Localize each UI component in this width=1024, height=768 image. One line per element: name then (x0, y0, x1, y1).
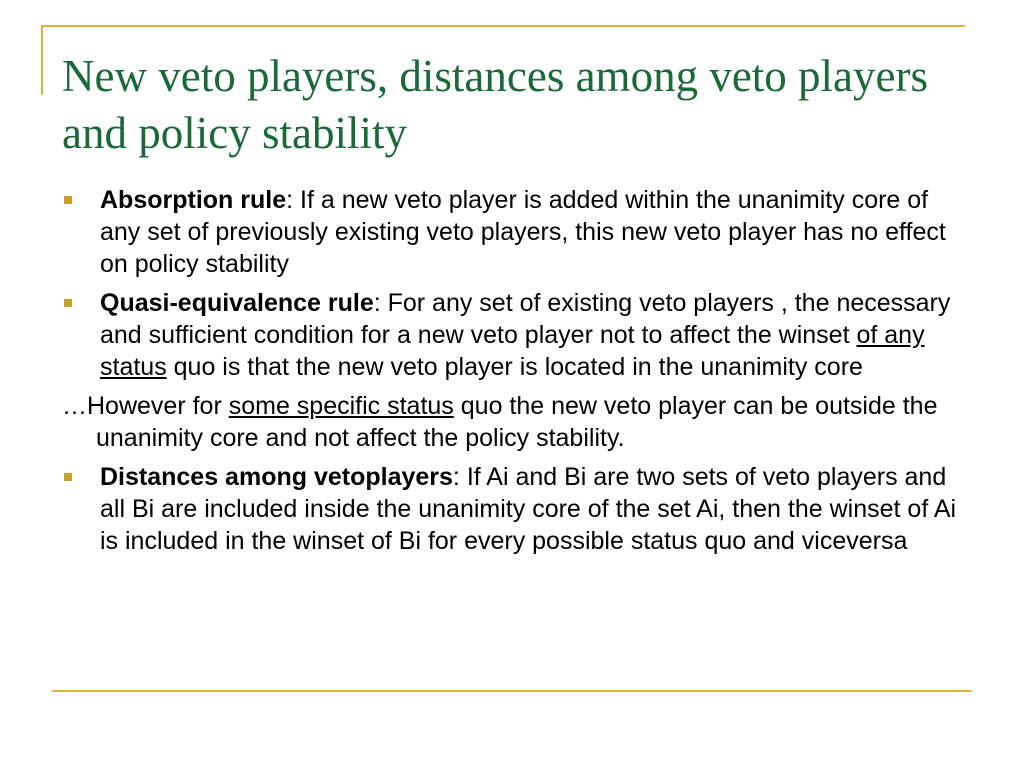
paragraph-however (62, 390, 962, 454)
frame-top-line (41, 25, 965, 27)
item-text: …However for (62, 392, 229, 420)
item-text: quo is that the new veto player is located in the unanimity core (166, 353, 863, 381)
bullet-item-absorption-rule (62, 184, 962, 280)
square-bullet-icon (64, 196, 72, 204)
underlined-phrase: of any status (100, 321, 925, 381)
frame-left-line (41, 25, 43, 95)
square-bullet-icon (64, 299, 72, 307)
item-text: : If Ai and Bi are two sets of veto players and all Bi are included inside the unanimity core of the set Ai, then the winset of Ai is included in the winset of Bi for every possible status quo and viceversa (100, 463, 957, 555)
underlined-phrase: some specific status (228, 392, 454, 420)
slide-title: New veto players, distances among veto players and policy stability (62, 51, 928, 158)
bullet-item-quasi-equivalence-rule (62, 287, 962, 383)
square-bullet-icon (64, 473, 72, 481)
slide-body (62, 184, 962, 564)
term-distances-among-vetoplayers: Distances among vetoplayers (100, 463, 453, 491)
frame-bottom-line (52, 690, 972, 692)
item-text: : For any set of existing veto players , the necessary and sufficient condition for a new veto player not to affect the winset (100, 289, 951, 349)
bullet-item-distances-among-vetoplayers (62, 461, 962, 557)
item-text: : If a new veto player is added within the unanimity core of any set of previously existing veto players, this new veto player has no effect on policy stability (100, 186, 946, 278)
item-text: quo the new veto player can be outside the unanimity core and not affect the policy stability. (96, 392, 938, 452)
term-quasi-equivalence-rule: Quasi-equivalence rule (100, 289, 374, 317)
term-absorption-rule: Absorption rule (100, 186, 287, 214)
